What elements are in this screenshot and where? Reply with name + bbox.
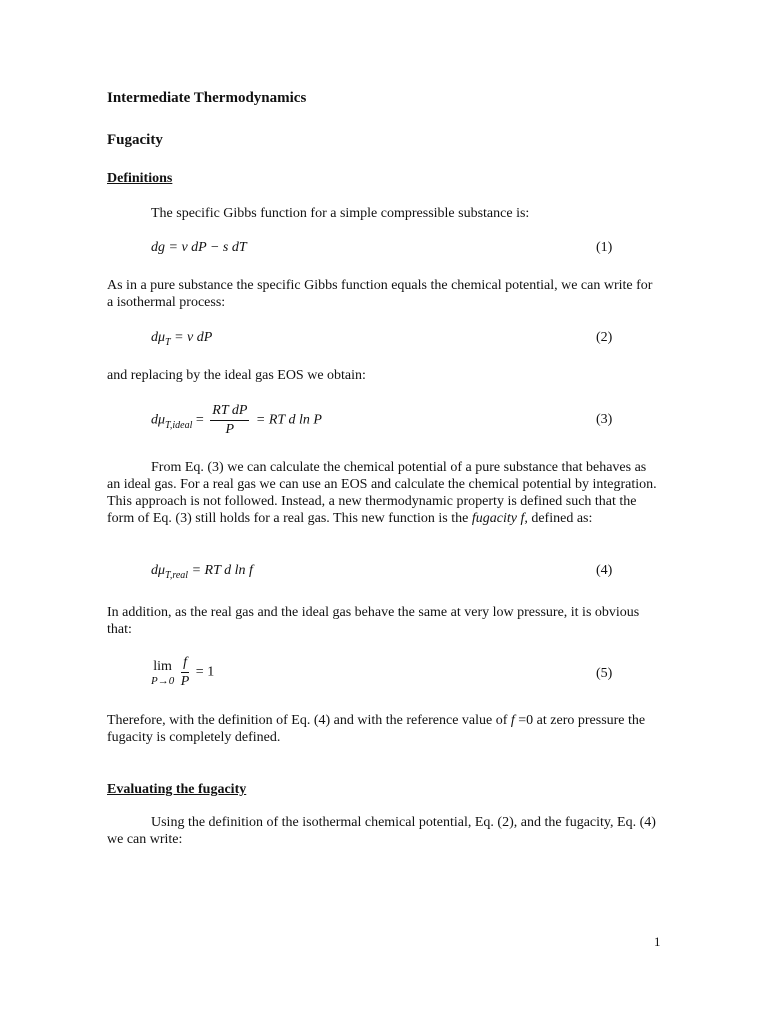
paragraph-7: Using the definition of the isothermal chemical potential, Eq. (2), and the fugacity, Eq. (4) we can write: [107, 815, 656, 847]
paragraph-4 [107, 459, 662, 527]
paragraph-6 [107, 712, 662, 746]
eq5-lim: lim [153, 658, 172, 674]
eq3-d: dμ [151, 412, 166, 428]
paragraph-3: and replacing by the ideal gas EOS we obtain: [107, 368, 366, 383]
p6-f: f [510, 713, 515, 728]
eq1-lhs: dg [151, 240, 165, 255]
eq1-rhs: = v dP − s dT [168, 240, 247, 255]
eq3-number: (3) [596, 412, 613, 427]
eq3-denominator: P [225, 422, 235, 437]
document-title: Intermediate Thermodynamics [107, 90, 307, 106]
eq3-fraction [210, 402, 249, 439]
eq5-rhs: = 1 [195, 664, 215, 680]
eq5-numerator: f [181, 654, 190, 673]
evaluating-heading: Evaluating the fugacity [107, 782, 247, 797]
eq3-sub: T,ideal [165, 419, 193, 431]
equation-1 [151, 240, 247, 256]
equation-3 [151, 402, 322, 439]
page-number: 1 [654, 934, 661, 949]
paragraph-1: The specific Gibbs function for a simple compressible substance is: [151, 206, 530, 221]
eq3-equals: = [195, 412, 204, 428]
eq4-number: (4) [596, 563, 613, 578]
eq2-rhs: = v dP [174, 330, 213, 345]
definitions-heading: Definitions [107, 171, 173, 186]
p4-fugacity: fugacity f, [471, 511, 528, 526]
eq5-denominator: P [180, 674, 190, 689]
eq1-number: (1) [596, 240, 613, 255]
eq2-sub: T [165, 337, 171, 348]
paragraph-5: In addition, as the real gas and the ideal gas behave the same at very low pressure, it is obvious that: [107, 605, 640, 637]
p6-end: =0 at zero pressure the fugacity is completely defined. [107, 713, 646, 745]
p4-end: defined as: [527, 511, 593, 526]
eq4-rhs: = RT d ln f [191, 563, 253, 578]
eq2-d: dμ [151, 330, 166, 345]
paragraph-2: As in a pure substance the specific Gibbs function equals the chemical potential, we can write for a isothermal process: [107, 278, 653, 310]
eq5-limit [151, 659, 174, 687]
eq5-number: (5) [596, 666, 613, 681]
section-title: Fugacity [107, 132, 163, 148]
equation-4 [151, 563, 253, 579]
eq5-lim-sub: P→0 [151, 674, 175, 687]
eq3-rhs: = RT d ln P [255, 412, 322, 428]
eq5-fraction [181, 654, 190, 691]
eq2-number: (2) [596, 330, 613, 345]
eq4-sub: T,real [165, 570, 189, 581]
equation-5 [151, 654, 214, 691]
p4-text: From Eq. (3) we can calculate the chemical potential of a pure substance that behaves as an ideal gas. For a real gas we can use an EOS and calculate the chemical potential by integration. This approach is not followed. Instead, a new thermodynamic property is defined such that the form of Eq. (3) still holds for a real gas. This new function is the [107, 460, 657, 526]
eq4-d: dμ [151, 563, 166, 578]
equation-2 [151, 330, 212, 346]
p6-text: Therefore, with the definition of Eq. (4) and with the reference value of [107, 713, 511, 728]
eq3-numerator: RT dP [210, 402, 249, 421]
